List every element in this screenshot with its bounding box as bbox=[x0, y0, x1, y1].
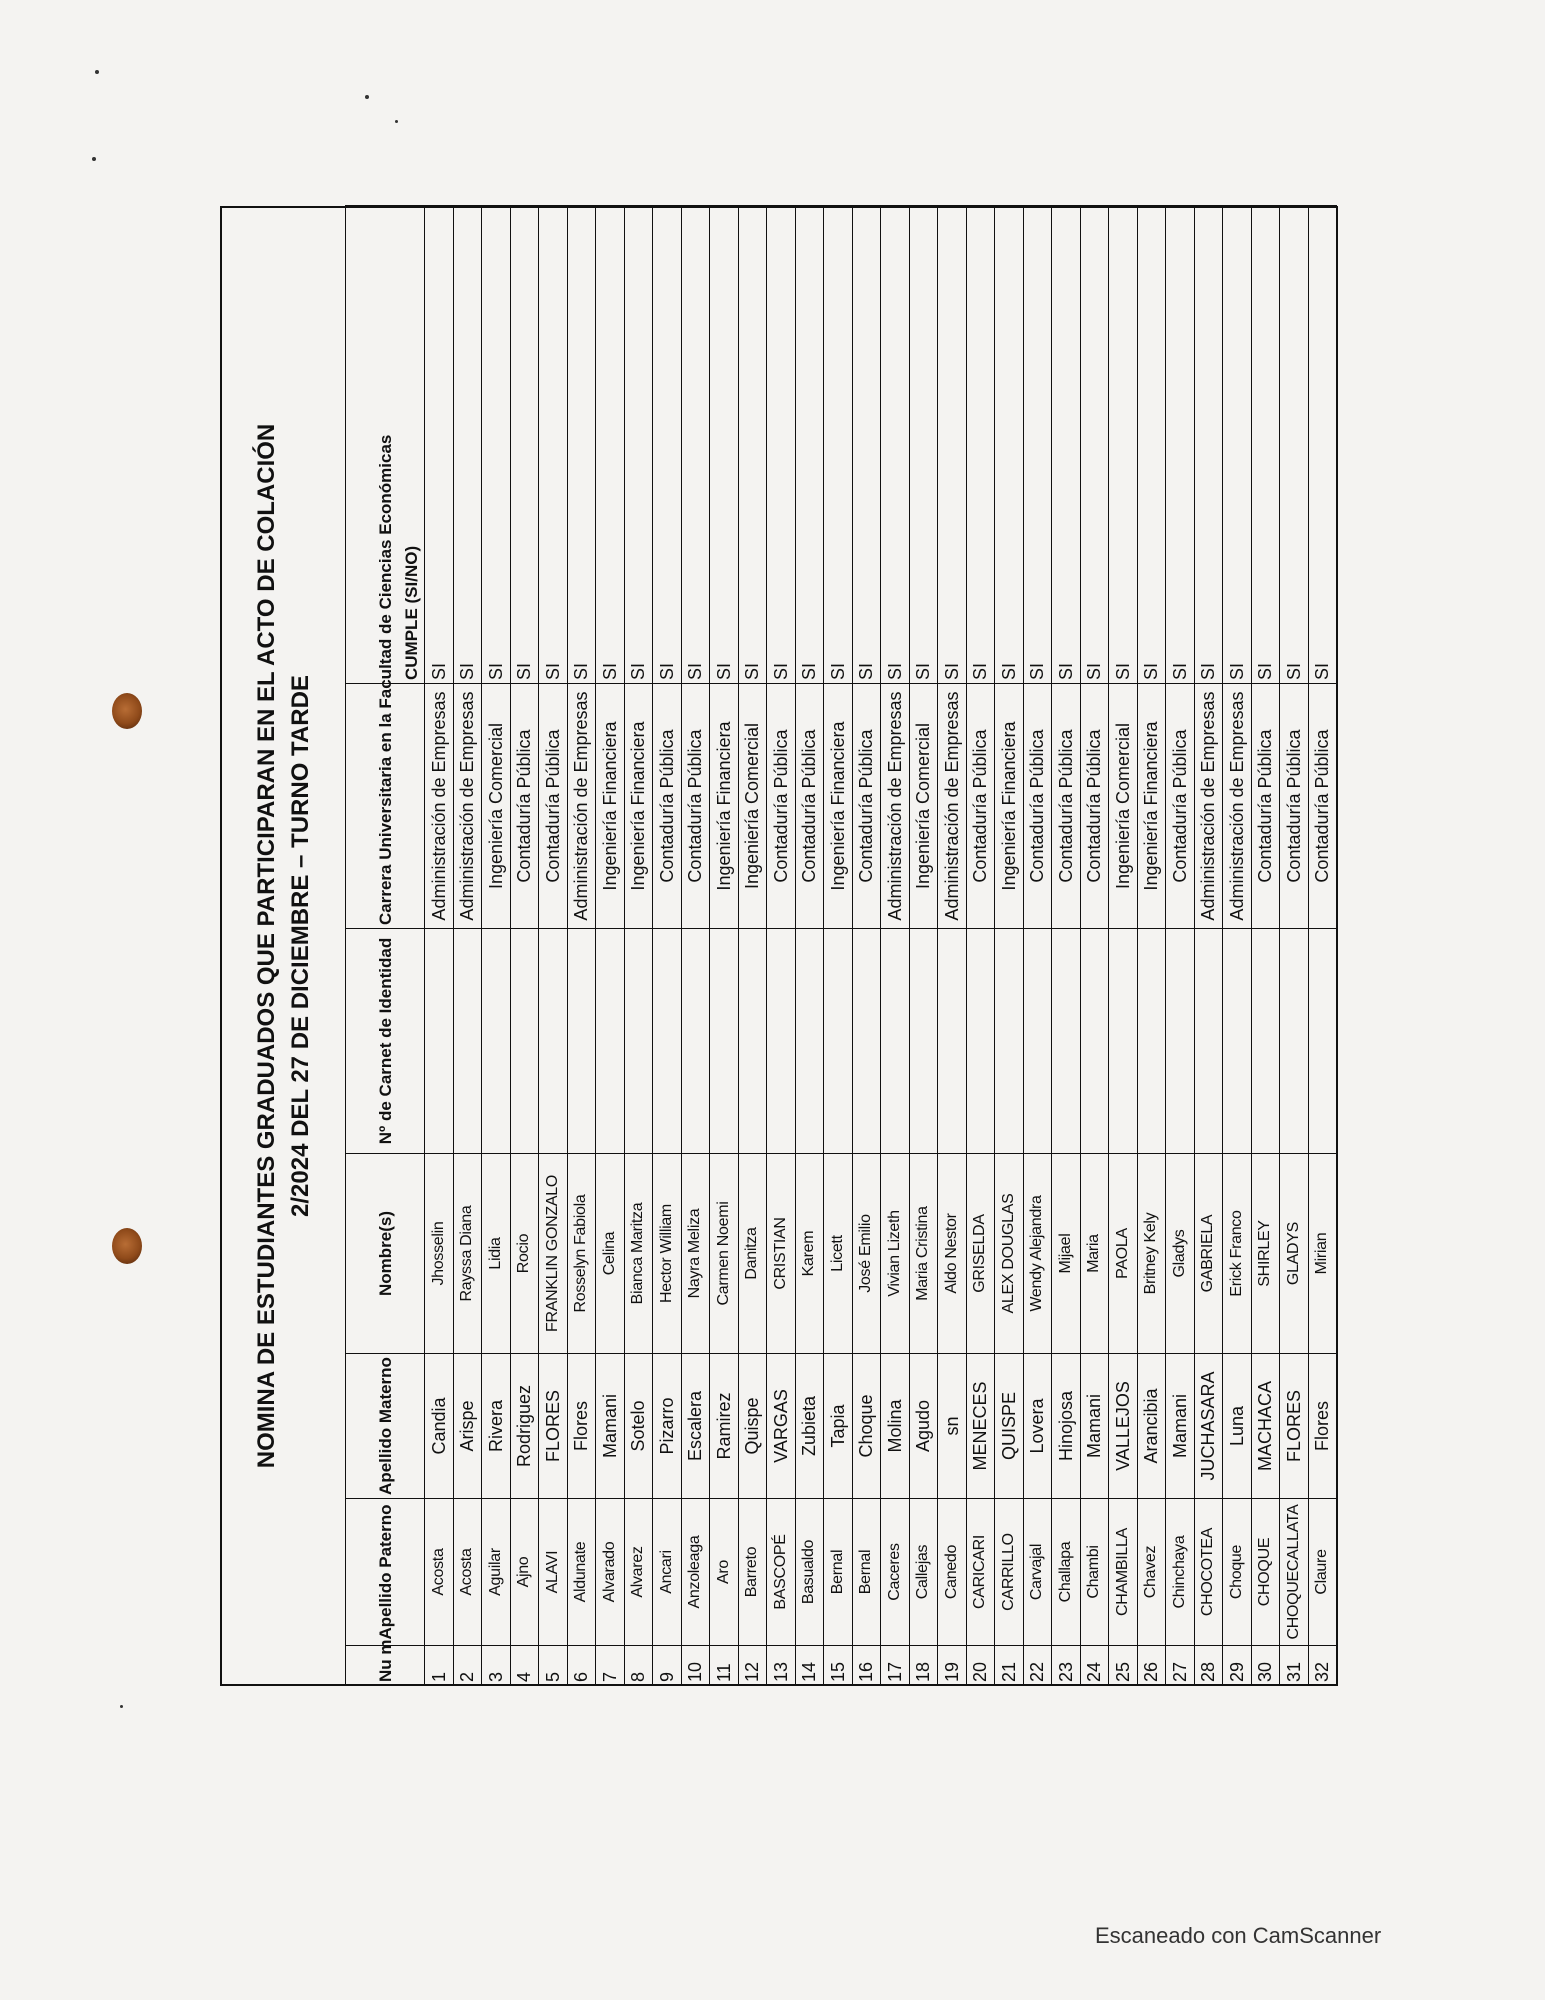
table-row bbox=[482, 206, 511, 1686]
cell-cumple: SI bbox=[624, 206, 653, 684]
cell-nombres: Vivian Lizeth bbox=[881, 1154, 910, 1354]
cell-carnet bbox=[767, 929, 796, 1154]
cell-num: 8 bbox=[624, 1646, 653, 1686]
cell-carnet bbox=[425, 929, 454, 1154]
cell-materno: Hinojosa bbox=[1052, 1354, 1081, 1499]
cell-carrera: Administración de Empresas bbox=[453, 684, 482, 929]
cell-nombres: Carmen Noemi bbox=[710, 1154, 739, 1354]
table-row bbox=[1109, 206, 1138, 1686]
cell-carnet bbox=[1137, 929, 1166, 1154]
cell-paterno: Basualdo bbox=[795, 1499, 824, 1646]
table-row bbox=[1052, 206, 1081, 1686]
document-title bbox=[250, 206, 318, 1686]
table-row bbox=[596, 206, 625, 1686]
table-row bbox=[1308, 206, 1337, 1686]
table-row bbox=[881, 206, 910, 1686]
cell-paterno: Bernal bbox=[824, 1499, 853, 1646]
cell-cumple: SI bbox=[852, 206, 881, 684]
cell-nombres: Karem bbox=[795, 1154, 824, 1354]
cell-paterno: CHOQUE bbox=[1251, 1499, 1280, 1646]
cell-materno: Candia bbox=[425, 1354, 454, 1499]
cell-cumple: SI bbox=[1166, 206, 1195, 684]
cell-carrera: Ingeniería Financiera bbox=[824, 684, 853, 929]
table-row bbox=[710, 206, 739, 1686]
table-row bbox=[1223, 206, 1252, 1686]
cell-materno: Quispe bbox=[738, 1354, 767, 1499]
cell-carnet bbox=[938, 929, 967, 1154]
cell-carnet bbox=[1280, 929, 1309, 1154]
cell-materno: Mamani bbox=[1080, 1354, 1109, 1499]
cell-num: 12 bbox=[738, 1646, 767, 1686]
cell-cumple: SI bbox=[425, 206, 454, 684]
camscanner-label: Escaneado con CamScanner bbox=[1095, 1923, 1382, 1948]
cell-nombres: Gladys bbox=[1166, 1154, 1195, 1354]
cell-num: 4 bbox=[510, 1646, 539, 1686]
cell-paterno: Aro bbox=[710, 1499, 739, 1646]
cell-nombres: Erick Franco bbox=[1223, 1154, 1252, 1354]
table-row bbox=[624, 206, 653, 1686]
cell-nombres: CRISTIAN bbox=[767, 1154, 796, 1354]
cell-cumple: SI bbox=[539, 206, 568, 684]
cell-nombres: Nayra Meliza bbox=[681, 1154, 710, 1354]
table-row bbox=[539, 206, 568, 1686]
cell-num: 14 bbox=[795, 1646, 824, 1686]
cell-carrera: Contaduría Pública bbox=[1166, 684, 1195, 929]
cell-materno: MACHACA bbox=[1251, 1354, 1280, 1499]
cell-num: 15 bbox=[824, 1646, 853, 1686]
cell-cumple: SI bbox=[738, 206, 767, 684]
cell-cumple: SI bbox=[1194, 206, 1223, 684]
cell-carnet bbox=[966, 929, 995, 1154]
table-row bbox=[567, 206, 596, 1686]
header-cumple-text: CUMPLE (SI/NO) bbox=[402, 545, 421, 680]
cell-carnet bbox=[453, 929, 482, 1154]
cell-materno: VALLEJOS bbox=[1109, 1354, 1138, 1499]
header-apellido-paterno: Apellido Paterno bbox=[346, 1499, 425, 1646]
cell-carrera: Ingeniería Financiera bbox=[1137, 684, 1166, 929]
cell-nombres: FRANKLIN GONZALO bbox=[539, 1154, 568, 1354]
cell-paterno: BASCOPÉ bbox=[767, 1499, 796, 1646]
cell-carrera: Administración de Empresas bbox=[1223, 684, 1252, 929]
scan-speck bbox=[365, 95, 369, 99]
cell-materno: sn bbox=[938, 1354, 967, 1499]
cell-nombres: Rosselyn Fabiola bbox=[567, 1154, 596, 1354]
cell-carnet bbox=[596, 929, 625, 1154]
cell-cumple: SI bbox=[1080, 206, 1109, 684]
cell-carnet bbox=[510, 929, 539, 1154]
cell-carrera: Contaduría Pública bbox=[795, 684, 824, 929]
cell-paterno: Challapa bbox=[1052, 1499, 1081, 1646]
cell-carnet bbox=[624, 929, 653, 1154]
cell-cumple: SI bbox=[938, 206, 967, 684]
cell-carnet bbox=[995, 929, 1024, 1154]
cell-num: 32 bbox=[1308, 1646, 1337, 1686]
cell-cumple: SI bbox=[966, 206, 995, 684]
cell-carrera: Administración de Empresas bbox=[567, 684, 596, 929]
cell-nombres: Hector William bbox=[653, 1154, 682, 1354]
cell-paterno: Alvarado bbox=[596, 1499, 625, 1646]
cell-carnet bbox=[1166, 929, 1195, 1154]
punch-hole-bottom bbox=[112, 1228, 142, 1264]
cell-num: 19 bbox=[938, 1646, 967, 1686]
cell-num: 7 bbox=[596, 1646, 625, 1686]
cell-paterno: Barreto bbox=[738, 1499, 767, 1646]
cell-carnet bbox=[852, 929, 881, 1154]
cell-carnet bbox=[710, 929, 739, 1154]
table-row bbox=[1137, 206, 1166, 1686]
cell-paterno: Carvajal bbox=[1023, 1499, 1052, 1646]
cell-carrera: Contaduría Pública bbox=[1308, 684, 1337, 929]
cell-cumple: SI bbox=[1052, 206, 1081, 684]
cell-carrera: Contaduría Pública bbox=[681, 684, 710, 929]
cell-paterno: Acosta bbox=[453, 1499, 482, 1646]
table-row bbox=[1280, 206, 1309, 1686]
cell-nombres: SHIRLEY bbox=[1251, 1154, 1280, 1354]
cell-num: 9 bbox=[653, 1646, 682, 1686]
cell-materno: Tapia bbox=[824, 1354, 853, 1499]
cell-cumple: SI bbox=[795, 206, 824, 684]
cell-carrera: Ingeniería Comercial bbox=[1109, 684, 1138, 929]
cell-carrera: Ingeniería Comercial bbox=[909, 684, 938, 929]
cell-carnet bbox=[1251, 929, 1280, 1154]
cell-carrera: Administración de Empresas bbox=[425, 684, 454, 929]
cell-cumple: SI bbox=[1023, 206, 1052, 684]
table-row bbox=[738, 206, 767, 1686]
cell-cumple: SI bbox=[482, 206, 511, 684]
cell-carnet bbox=[482, 929, 511, 1154]
cell-carnet bbox=[824, 929, 853, 1154]
cell-carnet bbox=[881, 929, 910, 1154]
cell-paterno: Ancari bbox=[653, 1499, 682, 1646]
cell-paterno: Choque bbox=[1223, 1499, 1252, 1646]
cell-cumple: SI bbox=[1137, 206, 1166, 684]
cell-materno: Flores bbox=[1308, 1354, 1337, 1499]
cell-num: 5 bbox=[539, 1646, 568, 1686]
cell-materno: VARGAS bbox=[767, 1354, 796, 1499]
cell-carrera: Contaduría Pública bbox=[767, 684, 796, 929]
cell-carrera: Ingeniería Financiera bbox=[624, 684, 653, 929]
cell-paterno: Canedo bbox=[938, 1499, 967, 1646]
table-header-row bbox=[346, 206, 425, 1686]
cell-paterno: CARRILLO bbox=[995, 1499, 1024, 1646]
cell-materno: Lovera bbox=[1023, 1354, 1052, 1499]
cell-num: 3 bbox=[482, 1646, 511, 1686]
cell-materno: FLORES bbox=[1280, 1354, 1309, 1499]
header-carnet: Nº de Carnet de Identidad bbox=[346, 929, 425, 1154]
cell-paterno: Aldunate bbox=[567, 1499, 596, 1646]
cell-num: 20 bbox=[966, 1646, 995, 1686]
cell-cumple: SI bbox=[567, 206, 596, 684]
cell-paterno: Alvarez bbox=[624, 1499, 653, 1646]
cell-nombres: PAOLA bbox=[1109, 1154, 1138, 1354]
cell-carrera: Contaduría Pública bbox=[1080, 684, 1109, 929]
cell-nombres: Licett bbox=[824, 1154, 853, 1354]
cell-paterno: Anzoleaga bbox=[681, 1499, 710, 1646]
cell-cumple: SI bbox=[909, 206, 938, 684]
cell-carrera: Contaduría Pública bbox=[1052, 684, 1081, 929]
cell-num: 22 bbox=[1023, 1646, 1052, 1686]
cell-num: 24 bbox=[1080, 1646, 1109, 1686]
cell-carnet bbox=[1023, 929, 1052, 1154]
cell-carrera: Contaduría Pública bbox=[966, 684, 995, 929]
header-carrera: Carrera Universitaria en la Facultad de Ciencias Económicas bbox=[346, 684, 425, 929]
table-row bbox=[653, 206, 682, 1686]
scan-speck bbox=[120, 1705, 123, 1708]
table-body bbox=[425, 206, 1337, 1686]
cell-num: 21 bbox=[995, 1646, 1024, 1686]
cell-paterno: Bernal bbox=[852, 1499, 881, 1646]
cell-materno: Zubieta bbox=[795, 1354, 824, 1499]
cell-num: 29 bbox=[1223, 1646, 1252, 1686]
header-num: Nu m bbox=[346, 1646, 425, 1686]
cell-nombres: ALEX DOUGLAS bbox=[995, 1154, 1024, 1354]
cell-carnet bbox=[738, 929, 767, 1154]
cell-paterno: Chinchaya bbox=[1166, 1499, 1195, 1646]
cell-cumple: SI bbox=[710, 206, 739, 684]
cell-carnet bbox=[1109, 929, 1138, 1154]
cell-num: 17 bbox=[881, 1646, 910, 1686]
cell-paterno: CHAMBILLA bbox=[1109, 1499, 1138, 1646]
cell-cumple: SI bbox=[653, 206, 682, 684]
cell-paterno: Claure bbox=[1308, 1499, 1337, 1646]
cell-materno: JUCHASARA bbox=[1194, 1354, 1223, 1499]
cell-cumple: SI bbox=[453, 206, 482, 684]
cell-num: 27 bbox=[1166, 1646, 1195, 1686]
cell-carrera: Ingeniería Comercial bbox=[738, 684, 767, 929]
cell-cumple: SI bbox=[1223, 206, 1252, 684]
cell-paterno: Chambi bbox=[1080, 1499, 1109, 1646]
cell-paterno: Caceres bbox=[881, 1499, 910, 1646]
punch-hole-top bbox=[112, 693, 142, 729]
rotated-document bbox=[220, 206, 1338, 1686]
cell-cumple: SI bbox=[510, 206, 539, 684]
cell-materno: Flores bbox=[567, 1354, 596, 1499]
cell-materno: Luna bbox=[1223, 1354, 1252, 1499]
cell-carrera: Ingeniería Financiera bbox=[710, 684, 739, 929]
cell-paterno: CHOQUECALLATA bbox=[1280, 1499, 1309, 1646]
cell-materno: Rodriguez bbox=[510, 1354, 539, 1499]
cell-materno: Mamani bbox=[596, 1354, 625, 1499]
cell-nombres: Maria bbox=[1080, 1154, 1109, 1354]
cell-cumple: SI bbox=[881, 206, 910, 684]
cell-paterno: ALAVI bbox=[539, 1499, 568, 1646]
cell-nombres: Jhosselin bbox=[425, 1154, 454, 1354]
cell-num: 23 bbox=[1052, 1646, 1081, 1686]
cell-carrera: Ingeniería Financiera bbox=[596, 684, 625, 929]
cell-carrera: Contaduría Pública bbox=[1251, 684, 1280, 929]
cell-num: 28 bbox=[1194, 1646, 1223, 1686]
cell-num: 18 bbox=[909, 1646, 938, 1686]
cell-cumple: SI bbox=[767, 206, 796, 684]
cell-nombres: José Emilio bbox=[852, 1154, 881, 1354]
cell-materno: Choque bbox=[852, 1354, 881, 1499]
cell-cumple: SI bbox=[1251, 206, 1280, 684]
cell-carnet bbox=[1223, 929, 1252, 1154]
cell-nombres: Rayssa Diana bbox=[453, 1154, 482, 1354]
cell-materno: QUISPE bbox=[995, 1354, 1024, 1499]
cell-paterno: Callejas bbox=[909, 1499, 938, 1646]
cell-num: 26 bbox=[1137, 1646, 1166, 1686]
cell-nombres: Lidia bbox=[482, 1154, 511, 1354]
cell-carrera: Administración de Empresas bbox=[938, 684, 967, 929]
table-row bbox=[767, 206, 796, 1686]
cell-cumple: SI bbox=[824, 206, 853, 684]
cell-carnet bbox=[681, 929, 710, 1154]
table-row bbox=[909, 206, 938, 1686]
cell-cumple: SI bbox=[1280, 206, 1309, 684]
cell-carrera: Ingeniería Comercial bbox=[482, 684, 511, 929]
cell-carrera: Ingeniería Financiera bbox=[995, 684, 1024, 929]
cell-carrera: Contaduría Pública bbox=[852, 684, 881, 929]
cell-nombres: Celina bbox=[596, 1154, 625, 1354]
cell-carrera: Contaduría Pública bbox=[1280, 684, 1309, 929]
table-row bbox=[1023, 206, 1052, 1686]
cell-carnet bbox=[653, 929, 682, 1154]
cell-num: 13 bbox=[767, 1646, 796, 1686]
cell-carnet bbox=[539, 929, 568, 1154]
cell-materno: Arancibia bbox=[1137, 1354, 1166, 1499]
cell-cumple: SI bbox=[681, 206, 710, 684]
table-row bbox=[938, 206, 967, 1686]
cell-nombres: Bianca Maritza bbox=[624, 1154, 653, 1354]
table-row bbox=[681, 206, 710, 1686]
cell-nombres: Aldo Nestor bbox=[938, 1154, 967, 1354]
cell-materno: Arispe bbox=[453, 1354, 482, 1499]
cell-nombres: Mijael bbox=[1052, 1154, 1081, 1354]
students-table bbox=[345, 205, 1337, 1686]
cell-num: 30 bbox=[1251, 1646, 1280, 1686]
cell-materno: Sotelo bbox=[624, 1354, 653, 1499]
cell-materno: Rivera bbox=[482, 1354, 511, 1499]
cell-nombres: Wendy Alejandra bbox=[1023, 1154, 1052, 1354]
cell-carnet bbox=[1080, 929, 1109, 1154]
table-row bbox=[1080, 206, 1109, 1686]
cell-carnet bbox=[909, 929, 938, 1154]
cell-num: 1 bbox=[425, 1646, 454, 1686]
cell-num: 25 bbox=[1109, 1646, 1138, 1686]
cell-nombres: GLADYS bbox=[1280, 1154, 1309, 1354]
cell-nombres: GRISELDA bbox=[966, 1154, 995, 1354]
title-line-1: NOMINA DE ESTUDIANTES GRADUADOS QUE PARTICIPARAN EN EL ACTO DE COLACIÓN bbox=[253, 423, 280, 1469]
cell-paterno: CHOCOTEA bbox=[1194, 1499, 1223, 1646]
cell-nombres: GABRIELA bbox=[1194, 1154, 1223, 1354]
table-row bbox=[510, 206, 539, 1686]
table-row bbox=[966, 206, 995, 1686]
cell-carnet bbox=[1308, 929, 1337, 1154]
cell-cumple: SI bbox=[596, 206, 625, 684]
table-row bbox=[453, 206, 482, 1686]
table-row bbox=[1194, 206, 1223, 1686]
scan-speck bbox=[92, 157, 96, 161]
cell-carnet bbox=[1052, 929, 1081, 1154]
cell-cumple: SI bbox=[1109, 206, 1138, 684]
cell-carrera: Contaduría Pública bbox=[653, 684, 682, 929]
cell-carrera: Administración de Empresas bbox=[881, 684, 910, 929]
cell-paterno: Ajno bbox=[510, 1499, 539, 1646]
cell-paterno: Chavez bbox=[1137, 1499, 1166, 1646]
cell-cumple: SI bbox=[995, 206, 1024, 684]
scan-speck bbox=[95, 70, 99, 74]
cell-materno: Molina bbox=[881, 1354, 910, 1499]
table-row bbox=[1251, 206, 1280, 1686]
cell-paterno: Aguilar bbox=[482, 1499, 511, 1646]
cell-num: 11 bbox=[710, 1646, 739, 1686]
table-row bbox=[1166, 206, 1195, 1686]
cell-paterno: Acosta bbox=[425, 1499, 454, 1646]
cell-carrera: Contaduría Pública bbox=[1023, 684, 1052, 929]
cell-cumple: SI bbox=[1308, 206, 1337, 684]
cell-materno: FLORES bbox=[539, 1354, 568, 1499]
cell-num: 2 bbox=[453, 1646, 482, 1686]
cell-carrera: Contaduría Pública bbox=[539, 684, 568, 929]
scan-speck bbox=[395, 120, 398, 123]
cell-materno: Agudo bbox=[909, 1354, 938, 1499]
table-row bbox=[995, 206, 1024, 1686]
cell-carnet bbox=[795, 929, 824, 1154]
cell-materno: Pizarro bbox=[653, 1354, 682, 1499]
cell-materno: Escalera bbox=[681, 1354, 710, 1499]
table-row bbox=[824, 206, 853, 1686]
table-row bbox=[795, 206, 824, 1686]
cell-carrera: Administración de Empresas bbox=[1194, 684, 1223, 929]
table-row bbox=[852, 206, 881, 1686]
cell-carnet bbox=[567, 929, 596, 1154]
table-row bbox=[425, 206, 454, 1686]
cell-materno: Mamani bbox=[1166, 1354, 1195, 1499]
cell-num: 31 bbox=[1280, 1646, 1309, 1686]
cell-nombres: Britney Kely bbox=[1137, 1154, 1166, 1354]
cell-materno: MENECES bbox=[966, 1354, 995, 1499]
cell-carnet bbox=[1194, 929, 1223, 1154]
cell-carrera: Contaduría Pública bbox=[510, 684, 539, 929]
cell-num: 10 bbox=[681, 1646, 710, 1686]
cell-nombres: Mirian bbox=[1308, 1154, 1337, 1354]
cell-nombres: Rocio bbox=[510, 1154, 539, 1354]
cell-num: 16 bbox=[852, 1646, 881, 1686]
header-nombres: Nombre(s) bbox=[346, 1154, 425, 1354]
header-apellido-materno: Apellido Materno bbox=[346, 1354, 425, 1499]
cell-nombres: Maria Cristina bbox=[909, 1154, 938, 1354]
cell-paterno: CARICARI bbox=[966, 1499, 995, 1646]
title-line-2: 2/2024 DEL 27 DE DICIEMBRE – TURNO TARDE bbox=[287, 675, 314, 1217]
cell-num: 6 bbox=[567, 1646, 596, 1686]
cell-materno: Ramirez bbox=[710, 1354, 739, 1499]
cell-nombres: Danitza bbox=[738, 1154, 767, 1354]
